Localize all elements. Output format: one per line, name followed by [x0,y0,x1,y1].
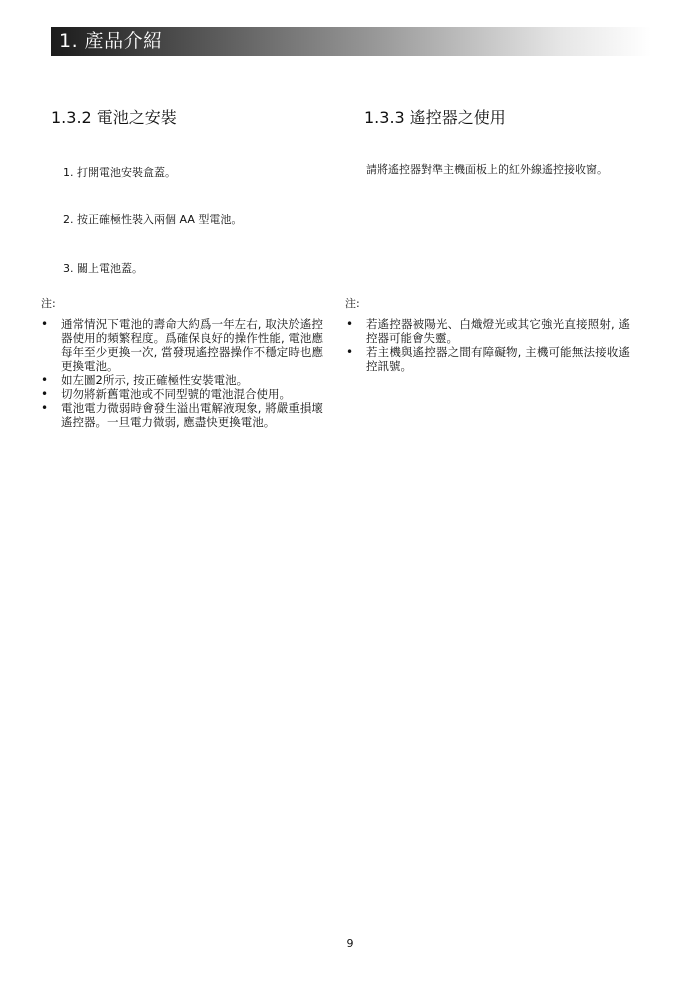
right-note-label: 注: [345,297,360,310]
list-item: • 若遙控器被陽光、白熾燈光或其它強光直接照射, 遙控器可能會失靈。 [346,317,630,345]
battery-install-heading: 1.3.2 電池之安裝 [51,108,177,127]
battery-step-1: 1. 打開電池安裝盒蓋。 [63,166,176,179]
list-item: • 如左圖2所示, 按正確極性安裝電池。 [41,373,249,387]
left-note-label: 注: [41,297,56,310]
right-notes-list [344,317,630,373]
list-item: • 電池電力微弱時會發生溢出電解液現象, 將嚴重損壞遙控器。一旦電力微弱, 應盡快更換電池。 [41,401,323,429]
bullet-icon: • [346,317,354,331]
page-number: 9 [346,937,354,950]
battery-step-3: 3. 關上電池蓋。 [63,262,143,275]
list-item: • 若主機與遙控器之間有障礙物, 主機可能無法接收遙控訊號。 [346,345,630,373]
section-banner [51,27,651,56]
list-item: • 切勿將新舊電池或不同型號的電池混合使用。 [41,387,291,401]
bullet-icon: • [346,345,354,359]
remote-instruction: 請將遙控器對準主機面板上的紅外線遙控接收窗。 [366,163,608,176]
bullet-icon: • [41,373,49,387]
bullet-icon: • [41,387,49,401]
bullet-icon: • [41,317,49,331]
list-item: • 通常情況下電池的壽命大約爲一年左右, 取決於遙控器使用的頻繁程度。爲確保良好的操作性能, 電池應每年至少更換一次, 當發現遙控器操作不穩定時也應更換電池。 [41,317,323,373]
bullet-icon: • [41,401,49,415]
left-notes-list [39,317,323,429]
section-title: 1. 產品介紹 [59,30,163,52]
battery-step-2: 2. 按正確極性裝入兩個 AA 型電池。 [63,213,243,226]
remote-use-heading: 1.3.3 遙控器之使用 [364,108,506,127]
